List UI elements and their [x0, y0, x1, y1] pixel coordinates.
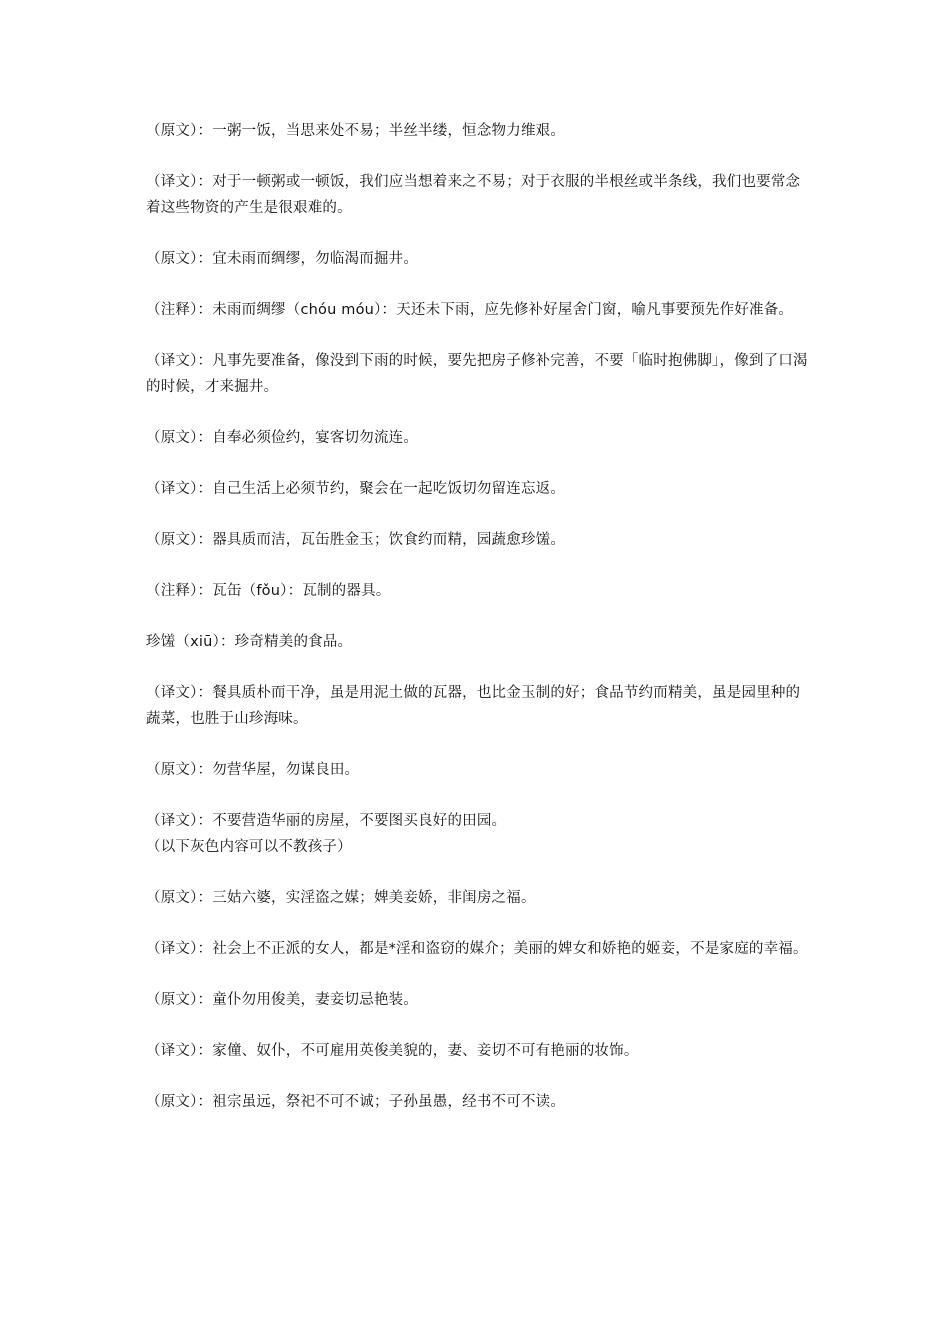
paragraph: 珍馐（xiū）：珍奇精美的食品。	[146, 634, 353, 650]
paragraph: （译文）：凡事先要准备，像没到下雨的时候，要先把房子修补完善，不要「临时抱佛脚」，像到了口渴的时候，才来掘井。	[146, 353, 808, 395]
paragraph: （译文）：不要营造华丽的房屋，不要图买良好的田园。	[146, 813, 507, 829]
paragraph: （译文）：餐具质朴而干净，虽是用泥土做的瓦器，也比金玉制的好；食品节约而精美，虽是园里种的蔬菜，也胜于山珍海味。	[146, 685, 801, 727]
paragraph: （原文）：勿营华屋，勿谋良田。	[146, 762, 360, 778]
paragraph: （注释）：未雨而绸缪（chóu móu）：天还未下雨，应先修补好屋舍门窗，喻凡事要预先作好准备。	[146, 302, 794, 318]
paragraph: （注释）：瓦缶（fǒu）：瓦制的器具。	[146, 583, 391, 599]
paragraph: （原文）：自奉必须俭约，宴客切勿流连。	[146, 430, 419, 446]
paragraph: （译文）：社会上不正派的女人，都是*淫和盗窃的媒介；美丽的婢女和娇艳的姬妾，不是家庭的幸福。	[146, 941, 808, 957]
paragraph: （原文）：祖宗虽远，祭祀不可不诚；子孙虽愚，经书不可不读。	[146, 1094, 566, 1110]
paragraph: （译文）：家僮、奴仆，不可雇用英俊美貌的，妻、妾切不可有艳丽的妆饰。	[146, 1043, 639, 1059]
paragraph: （原文）：器具质而洁，瓦缶胜金玉；饮食约而精，园蔬愈珍馐。	[146, 532, 566, 548]
paragraph: （原文）：一粥一饭，当思来处不易；半丝半缕，恒念物力维艰。	[146, 123, 566, 139]
paragraph: （原文）：童仆勿用俊美，妻妾切忌艳装。	[146, 992, 419, 1008]
paragraph-note: （以下灰色内容可以不教孩子）	[146, 839, 352, 855]
paragraph: （原文）：宜未雨而绸缪，勿临渴而掘井。	[146, 251, 419, 267]
paragraph: （译文）：自己生活上必须节约，聚会在一起吃饭切勿留连忘返。	[146, 481, 566, 497]
paragraph: （译文）：对于一顿粥或一顿饭，我们应当想着来之不易；对于衣服的半根丝或半条线，我们也要常念着这些物资的产生是很艰难的。	[146, 174, 801, 216]
document-body	[146, 118, 810, 1140]
paragraph: （原文）：三姑六婆，实淫盗之媒；婢美妾娇，非闺房之福。	[146, 890, 536, 906]
